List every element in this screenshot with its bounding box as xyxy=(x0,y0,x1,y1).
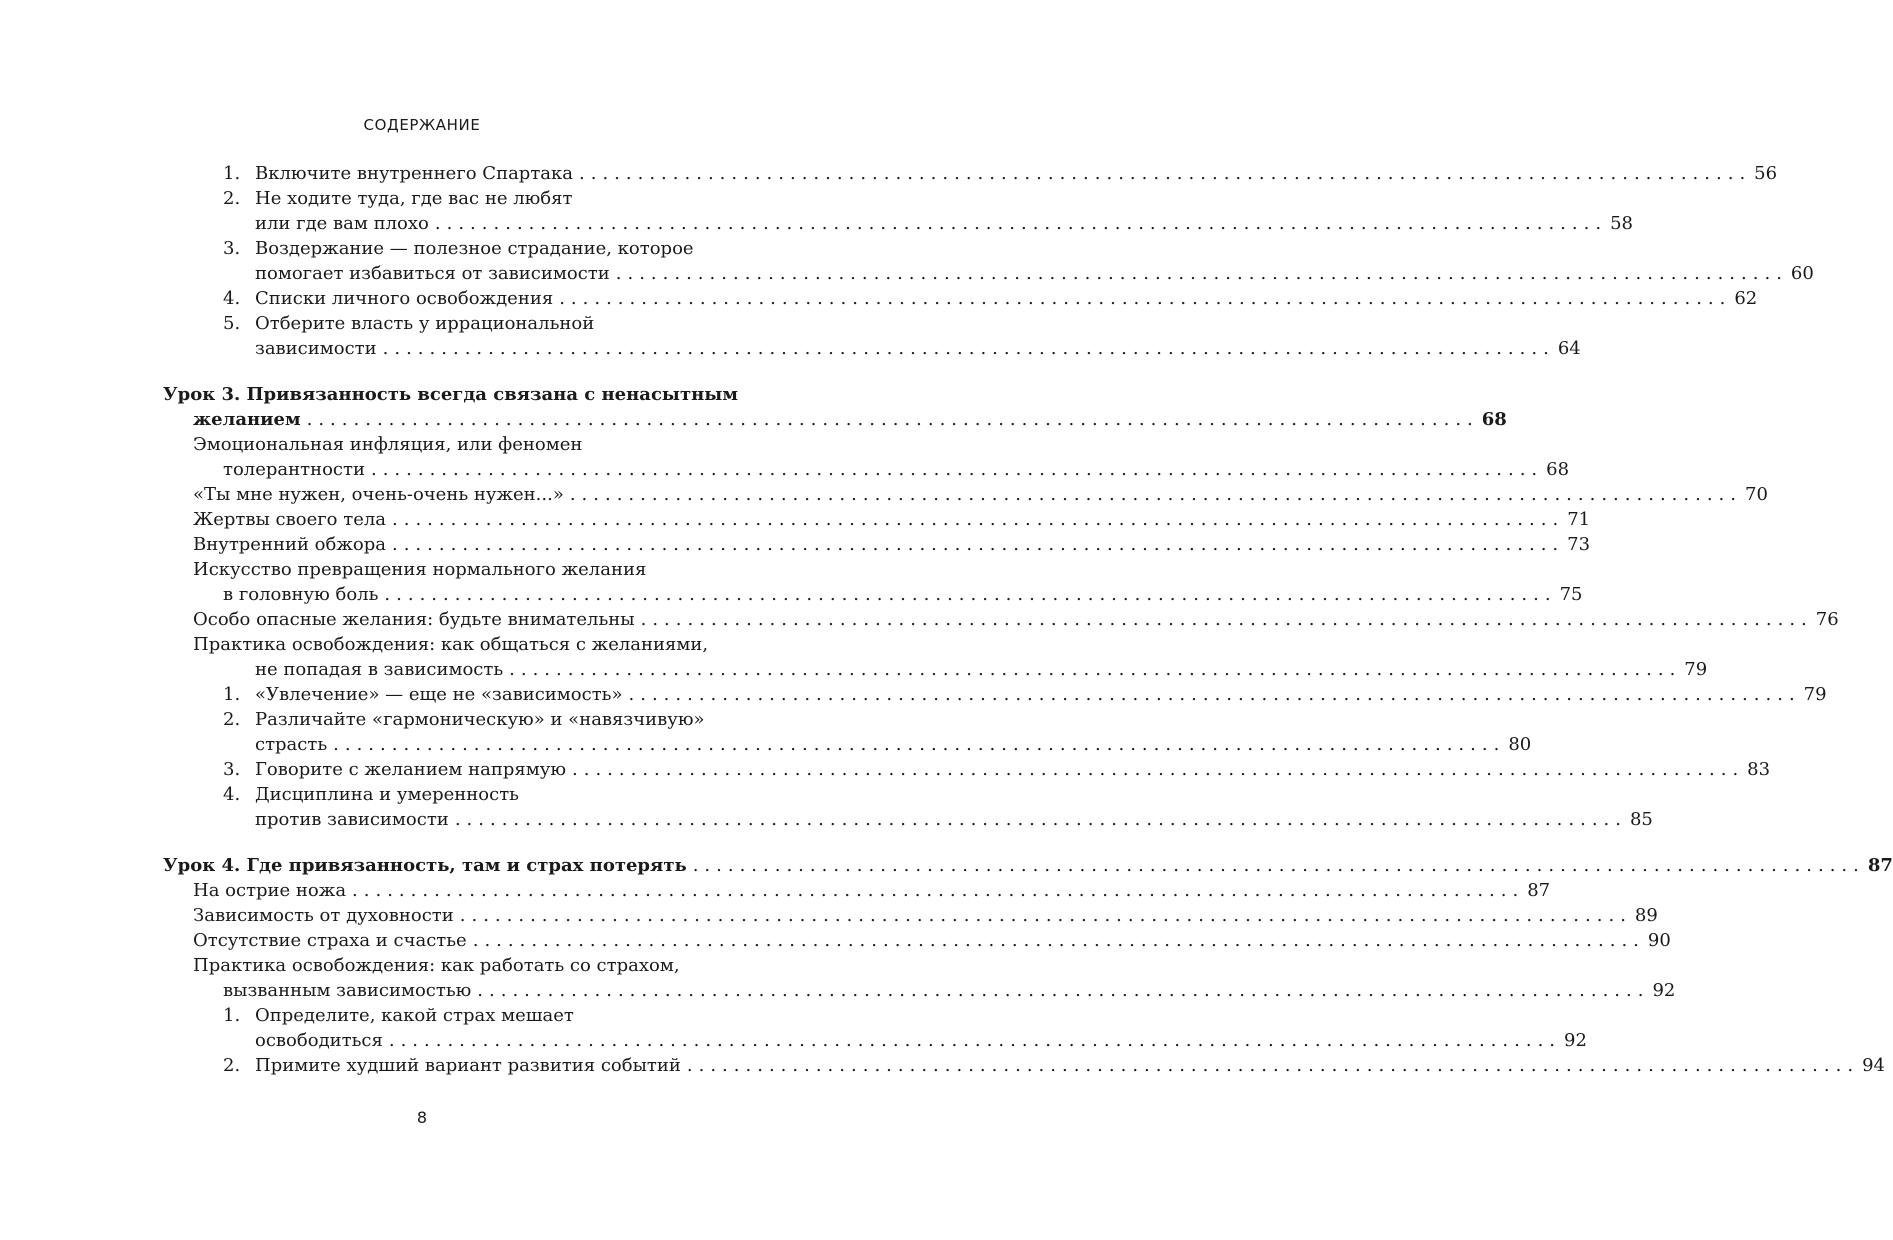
entry-title: Отсутствие страха и счастье xyxy=(193,930,467,951)
entry-title: На острие ножа xyxy=(193,880,347,901)
dot-leader: .................................................................................................... xyxy=(391,534,1565,555)
entry-title-line[interactable]: Определите, какой страх мешает xyxy=(255,1005,574,1026)
item-number: 1. xyxy=(223,1005,241,1026)
toc-entry[interactable] xyxy=(255,336,1581,361)
toc-entry[interactable] xyxy=(255,732,1532,757)
entry-page: 83 xyxy=(1747,759,1771,780)
entry-title: Жертвы своего тела xyxy=(193,509,387,530)
entry-title: «Ты мне нужен, очень-очень нужен...» xyxy=(193,484,564,505)
toc-entry[interactable] xyxy=(193,878,1551,903)
toc-entry[interactable] xyxy=(255,211,1633,236)
dot-leader: .................................................................................................... xyxy=(370,459,1544,480)
toc-entry[interactable] xyxy=(223,457,1570,482)
entry-title: освободиться xyxy=(255,1030,383,1051)
toc-entry[interactable] xyxy=(255,807,1653,832)
entry-title: или где вам плохо xyxy=(255,213,429,234)
item-number: 1. xyxy=(223,163,241,184)
entry-page: 68 xyxy=(1546,459,1570,480)
toc-entry[interactable] xyxy=(193,903,1658,928)
item-number: 2. xyxy=(223,188,241,209)
toc-entry[interactable] xyxy=(255,657,1708,682)
entry-page: 79 xyxy=(1684,659,1708,680)
lesson-heading[interactable]: Урок 3. Привязанность всегда связана с ненасытным xyxy=(163,384,738,405)
entry-title: «Увлечение» — еще не «зависимость» xyxy=(255,684,623,705)
entry-title: Внутренний обжора xyxy=(193,534,386,555)
dot-leader: .................................................................................................... xyxy=(472,930,1645,951)
toc-entry[interactable] xyxy=(255,286,1758,311)
toc-entry[interactable] xyxy=(193,407,1507,432)
entry-title: Включите внутреннего Спартака xyxy=(255,163,573,184)
entry-title: толерантности xyxy=(223,459,365,480)
toc-entry[interactable] xyxy=(193,928,1671,953)
entry-title: в головную боль xyxy=(223,584,379,605)
entry-title-line[interactable]: Не ходите туда, где вас не любят xyxy=(255,188,573,209)
toc-entry[interactable] xyxy=(193,607,1839,632)
toc-entry[interactable] xyxy=(255,261,1814,286)
entry-title-line[interactable]: Различайте «гармоническую» и «навязчивую» xyxy=(255,709,705,730)
entry-page: 62 xyxy=(1734,288,1758,309)
toc-entry[interactable] xyxy=(193,482,1768,507)
dot-leader: .................................................................................................... xyxy=(382,338,1555,359)
entry-page: 75 xyxy=(1559,584,1583,605)
item-number: 1. xyxy=(223,684,241,705)
entry-page: 94 xyxy=(1862,1055,1885,1076)
toc-entry[interactable] xyxy=(255,1028,1587,1053)
dot-leader: .................................................................................................... xyxy=(352,880,1525,901)
item-number: 4. xyxy=(223,784,241,805)
entry-title-line[interactable]: Практика освобождения: как работать со страхом, xyxy=(193,955,680,976)
entry-page: 56 xyxy=(1754,163,1778,184)
entry-title: Зависимость от духовности xyxy=(193,905,454,926)
entry-title: Говорите с желанием напрямую xyxy=(255,759,566,780)
dot-leader: .................................................................................................... xyxy=(459,905,1632,926)
entry-page: 85 xyxy=(1629,809,1653,830)
running-header: СОДЕРЖАНИЕ xyxy=(363,116,481,134)
entry-title: зависимости xyxy=(255,338,377,359)
toc-entry[interactable] xyxy=(255,682,1827,707)
entry-page: 70 xyxy=(1745,484,1768,505)
dot-leader: .................................................................................................... xyxy=(628,684,1801,705)
entry-page: 68 xyxy=(1481,409,1507,430)
toc-entry[interactable] xyxy=(223,582,1583,607)
entry-title: вызванным зависимостью xyxy=(223,980,472,1001)
dot-leader: .................................................................................................... xyxy=(384,584,1557,605)
toc-entry[interactable] xyxy=(255,757,1771,782)
item-number: 4. xyxy=(223,288,241,309)
lesson-heading: Урок 4. Где привязанность, там и страх потерять xyxy=(163,855,687,876)
entry-title: помогает избавиться от зависимости xyxy=(255,263,610,284)
toc-entry[interactable] xyxy=(255,161,1778,186)
entry-title-line[interactable]: Отберите власть у иррациональной xyxy=(255,313,595,334)
entry-page: 87 xyxy=(1867,855,1893,876)
item-number: 2. xyxy=(223,709,241,730)
dot-leader: .................................................................................................... xyxy=(454,809,1627,830)
dot-leader: .................................................................................................... xyxy=(388,1030,1562,1051)
entry-title-line[interactable]: Практика освобождения: как общаться с желаниями, xyxy=(193,634,709,655)
toc-entry[interactable] xyxy=(223,978,1676,1003)
dot-leader: .................................................................................................... xyxy=(509,659,1682,680)
page-number: 8 xyxy=(416,1108,428,1127)
item-number: 5. xyxy=(223,313,241,334)
entry-page: 58 xyxy=(1610,213,1633,234)
entry-page: 76 xyxy=(1815,609,1839,630)
dot-leader: .................................................................................................... xyxy=(477,980,1650,1001)
entry-page: 64 xyxy=(1557,338,1581,359)
entry-title-line[interactable]: Искусство превращения нормального желания xyxy=(193,559,647,580)
entry-page: 90 xyxy=(1647,930,1671,951)
entry-page: 87 xyxy=(1527,880,1551,901)
entry-page: 92 xyxy=(1564,1030,1587,1051)
toc-entry[interactable] xyxy=(163,853,1893,878)
dot-leader: .................................................................................................... xyxy=(569,484,1742,505)
entry-title-line[interactable]: Эмоциональная инфляция, или феномен xyxy=(193,434,583,455)
dot-leader: .................................................................................................... xyxy=(572,759,1745,780)
item-number: 2. xyxy=(223,1055,241,1076)
entry-title: Особо опасные желания: будьте внимательны xyxy=(193,609,635,630)
item-number: 3. xyxy=(223,759,241,780)
entry-title: против зависимости xyxy=(255,809,449,830)
entry-page: 92 xyxy=(1652,980,1676,1001)
toc-entry[interactable] xyxy=(255,1053,1885,1078)
toc-entry[interactable] xyxy=(193,532,1591,557)
entry-page: 60 xyxy=(1790,263,1814,284)
entry-title: не попадая в зависимость xyxy=(255,659,504,680)
entry-page: 71 xyxy=(1567,509,1591,530)
dot-leader: .................................................................................................... xyxy=(559,288,1732,309)
entry-page: 73 xyxy=(1567,534,1591,555)
entry-title: Списки личного освобождения xyxy=(255,288,554,309)
entry-title: Примите худший вариант развития событий xyxy=(255,1055,681,1076)
entry-title-line[interactable]: Воздержание — полезное страдание, которое xyxy=(255,238,694,259)
dot-leader: .................................................................................................... xyxy=(333,734,1506,755)
entry-title: страсть xyxy=(255,734,328,755)
entry-title: желанием xyxy=(193,409,301,430)
dot-leader: .................................................................................................... xyxy=(615,263,1788,284)
dot-leader: .................................................................................................... xyxy=(640,609,1813,630)
dot-leader: .................................................................................................... xyxy=(686,1055,1860,1076)
dot-leader: .................................................................................................... xyxy=(692,855,1865,876)
dot-leader: .................................................................................................... xyxy=(392,509,1565,530)
entry-page: 80 xyxy=(1508,734,1532,755)
dot-leader: .................................................................................................... xyxy=(306,409,1479,430)
dot-leader: .................................................................................................... xyxy=(434,213,1608,234)
item-number: 3. xyxy=(223,238,241,259)
entry-page: 89 xyxy=(1634,905,1658,926)
entry-page: 79 xyxy=(1803,684,1827,705)
toc-entry[interactable] xyxy=(193,507,1591,532)
dot-leader: .................................................................................................... xyxy=(579,163,1752,184)
entry-title-line[interactable]: Дисциплина и умеренность xyxy=(255,784,519,805)
